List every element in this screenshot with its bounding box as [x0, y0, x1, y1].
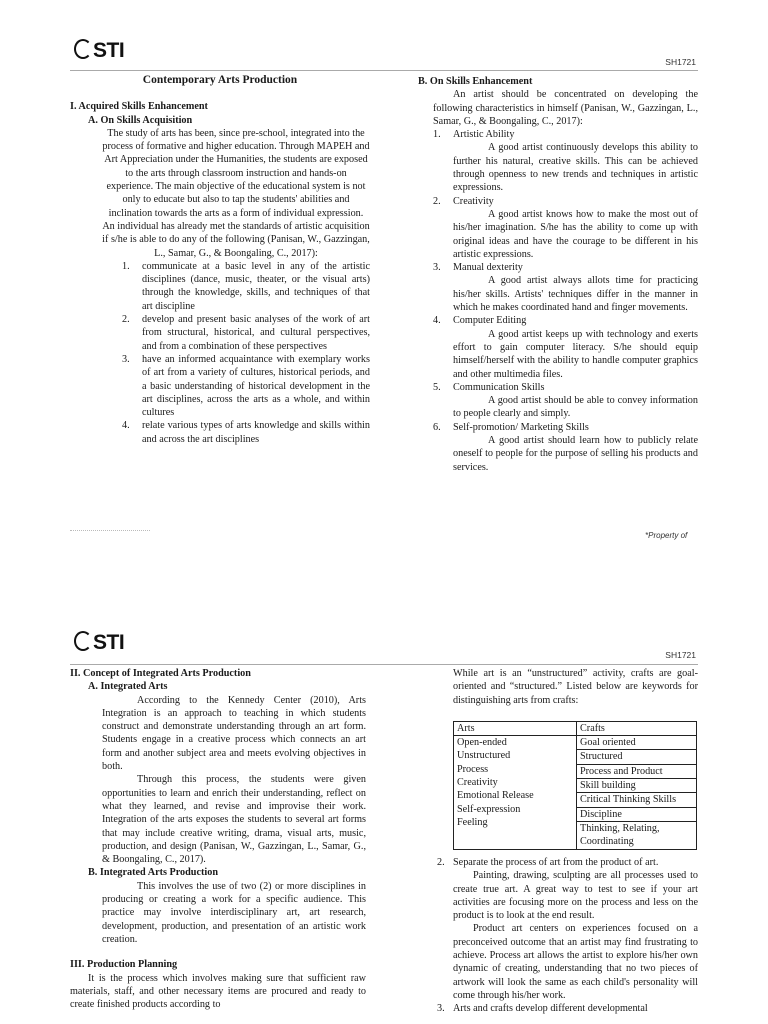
skill-description: A good artist knows how to make the most out of his/her imagination. S/he has the ability to come up with original ideas and have the courage to be different in his artistic expressions.	[453, 208, 698, 260]
point-title: Arts and crafts develop different developmental	[453, 1003, 648, 1015]
skill-description: A good artist should be able to convey information to people clearly and simply.	[453, 395, 698, 420]
list-number: 3.	[433, 262, 441, 274]
left-column	[70, 667, 366, 1011]
left-column	[70, 74, 370, 446]
sti-logo: STI	[74, 39, 124, 63]
list-number: 3.	[437, 1003, 445, 1015]
right-column	[453, 667, 698, 850]
document-code: SH1721	[665, 57, 696, 67]
skill-description: A good artist always allots time for practicing his/her skills. Artists' techniques differ in the manner in which he makes coordinated hand and finger movements.	[453, 275, 698, 314]
arts-keywords: Open-ended Unstructured Process Creativity Emotional Release Self-expression Feeling	[454, 736, 577, 849]
section-heading: III. Production Planning	[70, 959, 178, 971]
crafts-keywords: Goal oriented Structured Process and Product Skill building Critical Thinking Skills Discipline Thinking, Relating, Coordinating	[577, 736, 697, 849]
body-paragraph: While art is an “unstructured” activity, crafts are goal-oriented and “structured.” Listed below are keywords for distinguishing arts from crafts:	[453, 668, 698, 706]
footer-rule	[70, 530, 150, 531]
list-item	[437, 856, 698, 1002]
sti-logo: STI	[74, 631, 124, 655]
list-item: 3. have an informed acquaintance with exemplary works of art from a variety of cultures, historical periods, and a basic understanding of historical development in the art disciplines, across the arts as a whole, and within cultures	[122, 353, 370, 419]
sti-swirl-icon	[74, 39, 92, 59]
body-paragraph: This involves the use of two (2) or more disciplines in producing or creating a work for a specific audience. This practice may involve interdisciplinary art, art research, development, production, and presentation of an artistic work creation.	[102, 880, 366, 945]
skill-name: Computer Editing	[453, 315, 527, 327]
table-header-row	[454, 721, 697, 735]
list-number: 5.	[433, 381, 441, 393]
document-code: SH1721	[665, 650, 696, 660]
characteristics-list	[418, 128, 698, 474]
skill-name: Communication Skills	[453, 381, 545, 393]
list-item: 1. communicate at a basic level in any of the artistic disciplines (dance, music, theater, or the visual arts) through the knowledge, skills, and techniques of that art discipline	[122, 260, 370, 312]
skills-list	[70, 260, 370, 446]
body-paragraph: Through this process, the students were given opportunities to learn and enrich their understanding, reflect on what they learned, and revise and improvise their work. Integration of the arts exposes the students to several art forms that may include creative writing, drama, visual arts, music, production, and design (Panisan, W., Gazzingan, L., Samar, G., & Boongaling, C., 2017).	[102, 774, 366, 866]
list-item	[433, 195, 698, 261]
right-column	[418, 75, 698, 474]
list-number: 2.	[433, 195, 441, 207]
subsection-heading: B. On Skills Enhancement	[418, 76, 533, 87]
skill-description: A good artist should learn how to publicly relate oneself to people for the purpose of selling his products and services.	[453, 435, 698, 473]
section-heading: I. Acquired Skills Enhancement	[70, 101, 208, 113]
skill-name: Artistic Ability	[453, 129, 515, 141]
point-title: Separate the process of art from the product of art.	[453, 857, 659, 868]
column-header: Crafts	[577, 721, 697, 735]
arts-vs-crafts-table	[453, 721, 697, 850]
list-number: 1.	[433, 129, 441, 141]
list-item	[433, 381, 698, 421]
list-number: 4.	[433, 315, 441, 327]
list-number: 2.	[437, 857, 445, 868]
list-item: 2. develop and present basic analyses of the work of art from structural, historical, and cultural perspectives, and from a combination of these perspectives	[122, 314, 370, 352]
table-row	[454, 736, 697, 849]
body-paragraph: According to the Kennedy Center (2010), Arts Integration is an approach to teaching in which students construct and demonstrate understanding through an art form. Students engage in a creative process which connects an art form and another subject area and meets evolving objectives in both.	[102, 694, 366, 773]
skill-description: A good artist continuously develops this ability to further his natural, creative skills. This can be achieved through openness to new trends and techniques in artistic expressions.	[453, 142, 698, 194]
header-rule	[70, 664, 698, 665]
list-number: 6.	[433, 421, 441, 433]
body-paragraph: Product art centers on experiences focused on a preconceived outcome that an artist may find frustrating to achieve. Process art allows the artist to explore his/her own dynamic of creating, understanding that no two pieces of artwork will look the same as each child's personality will come through his/her work.	[453, 923, 698, 1001]
body-paragraph: The study of arts has been, since pre-school, integrated into the process of formative and higher education. Through MAPEH and Art Appreciation under the Humanities, the students are exposed to the arts through classroom instruction and hands-on experience. The main objective of the educational system is not only to educate but also to tap the students' abilities and inclination towards the arts as a form of individual expression. An individual has already met the standards of artistic acquisition if s/he is able to do any of the following (Panisan, W., Gazzingan, L., Samar, G., & Boongaling, C., 2017):	[102, 127, 370, 259]
body-paragraph: An artist should be concentrated on developing the following characteristics in himself (Panisan, W., Gazzingan, L., Samar, G., & Boongaling, C., 2017):	[433, 89, 698, 127]
section-heading: II. Concept of Integrated Arts Production	[70, 668, 251, 679]
list-item	[433, 128, 698, 194]
header-rule	[70, 70, 698, 71]
column-header: Arts	[454, 721, 577, 735]
page-2	[0, 600, 768, 1024]
subsection-heading: A. Integrated Arts	[88, 681, 168, 693]
skill-name: Manual dexterity	[453, 262, 523, 274]
list-item	[433, 421, 698, 474]
body-paragraph: Painting, drawing, sculpting are all processes used to create true art. A great way to test to see if your art activities are focusing more on the process and less on the product is to look at the end result.	[453, 870, 698, 922]
subsection-heading: A. On Skills Acquisition	[88, 114, 193, 126]
document-title: Contemporary Arts Production	[142, 74, 298, 86]
list-item	[433, 314, 698, 380]
list-item	[437, 1002, 698, 1015]
property-note: *Property of	[645, 531, 688, 540]
sti-swirl-icon	[74, 631, 92, 651]
skill-name: Self-promotion/ Marketing Skills	[453, 421, 589, 433]
skill-description: A good artist keeps up with technology and exerts effort to gain computer literacy. S/he should equip himself/herself with the ability to handle computer graphics and other multimedia files.	[453, 328, 698, 380]
numbered-points	[437, 856, 698, 1016]
list-item: 4. relate various types of arts knowledge and skills within and across the art disciplines	[122, 420, 370, 445]
body-paragraph: It is the process which involves making sure that sufficient raw materials, staff, and other necessary items are procured and ready to create finished products according to	[70, 972, 366, 1011]
list-item	[433, 261, 698, 314]
skill-name: Creativity	[453, 195, 494, 207]
subsection-heading: B. Integrated Arts Production	[88, 867, 218, 879]
